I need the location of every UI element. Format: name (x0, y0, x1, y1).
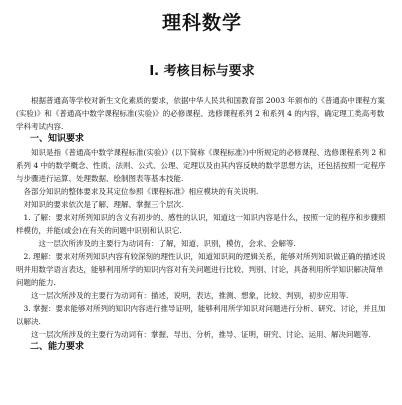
item-understand-basic-verbs: 这一层次所涉及的主要行为动词有：了解，知道、识别，模仿，会求、会解等. (38, 239, 296, 248)
document-body (16, 94, 388, 354)
requirement-intro-1: 各部分知识的整体要求及其定位参照《课程标准》相应模块的有关说明. (23, 187, 259, 196)
heading-ability-requirements: 二、能力要求 (30, 342, 85, 352)
item-master-verbs: 这一层次所涉及的主要行为动词有：掌握、导出、分析，推导、证明，研究、讨论、运用、解决问题等. (31, 330, 371, 339)
item-comprehend-verbs: 这一层次所涉及的主要行为动词有：描述，说明，表达，推测、想象，比较、判别，初步应用等. (31, 291, 349, 300)
heading-knowledge-requirements: 一、知识要求 (30, 134, 85, 144)
item-master: 3. 掌握：要求能够对所列的知识内容进行推导证明，能够利用所学知识对问题进行分析、研究、讨论，并且加以解决. (16, 304, 386, 326)
item-understand-basic: 1. 了解：要求对所列知识的含义有初步的、感性的认识，知道这一知识内容是什么，按照一定的程序和步骤照样模仿，并能(或会)在有关的问题中识别和认识它. (16, 213, 386, 235)
intro-paragraph: 根据普通高等学校对新生文化素质的要求，依据中华人民共和国教育部 2003 年颁布的《普通高中课程方案(实验)》和《普通高中数学课程标准(实验)》的必修课程、选修课程系列 2 和系列 4 的内容，确定理工类高考数学科考试内容. (16, 96, 385, 131)
knowledge-paragraph: 知识是指《普通高中数学课程标准(实验)》(以下简称《课程标准》)中所规定的必修课程、选修课程系列 2 和系列 4 中的数学概念、性质、法则、公式、公理、定理以及由其内容反映的数学思想方法，还包括按照一定程序与步骤进行运算、处理数据、绘制图表等基本技能. (16, 148, 386, 183)
requirement-intro-2: 对知识的要求依次是了解、理解、掌握三个层次. (23, 200, 184, 209)
section-title: Ⅰ. 考核目标与要求 (149, 64, 255, 79)
document-title: 理科数学 (161, 12, 242, 34)
item-comprehend: 2. 理解：要求对所列知识内容有较深刻的理性认识，知道知识间的逻辑关系，能够对所列知识做正确的描述说明并用数学语言表达，能够利用所学的知识内容对有关问题进行比较、判别、讨论，具备利用所学知识解决简单问题的能力. (16, 252, 386, 287)
